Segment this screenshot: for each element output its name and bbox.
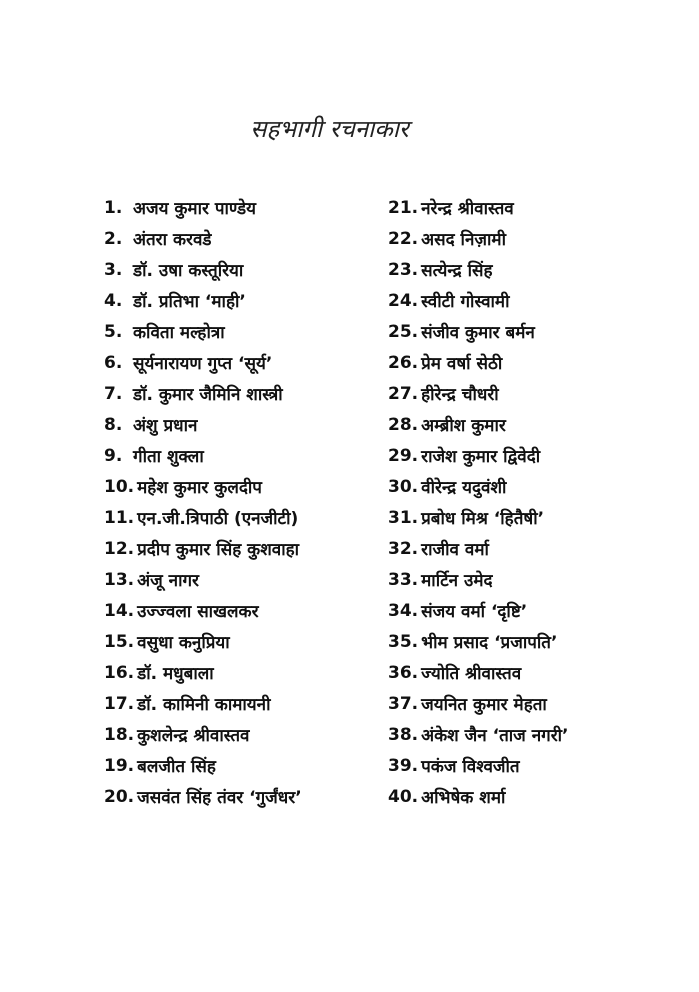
contributor-number: 25. xyxy=(388,321,419,342)
contributor-item xyxy=(104,440,374,471)
contributor-name: अभिषेक शर्मा xyxy=(421,788,506,808)
contributor-number: 15. xyxy=(104,631,135,652)
contributor-name: अंकेश जैन ‘ताज नगरी’ xyxy=(421,726,569,746)
contributor-number: 9. xyxy=(104,445,123,466)
contributor-item xyxy=(104,533,374,564)
contributor-number: 37. xyxy=(388,693,419,714)
contributor-item xyxy=(104,750,374,781)
contributor-number: 40. xyxy=(388,786,419,807)
contributor-name: राजेश कुमार द्विवेदी xyxy=(421,447,541,467)
contributor-number: 7. xyxy=(104,383,123,404)
contributor-number: 17. xyxy=(104,693,135,714)
contributor-name: अंजू नागर xyxy=(137,571,200,591)
contributor-name: डॉ. प्रतिभा ‘माही’ xyxy=(133,292,246,312)
contributor-number: 24. xyxy=(388,290,419,311)
contributors-right-column xyxy=(388,192,688,812)
contributor-name: नरेन्द्र श्रीवास्तव xyxy=(421,199,514,219)
contributor-number: 13. xyxy=(104,569,135,590)
contributor-name: महेश कुमार कुलदीप xyxy=(137,478,262,498)
contributor-name: सत्येन्द्र सिंह xyxy=(421,261,493,281)
contributor-item xyxy=(104,471,374,502)
contributors-left-column xyxy=(104,192,374,812)
contributor-number: 1. xyxy=(104,197,123,218)
contributor-item xyxy=(104,409,374,440)
contributor-number: 14. xyxy=(104,600,135,621)
contributor-name: वीरेन्द्र यदुवंशी xyxy=(421,478,507,498)
contributor-name: असद निज़ामी xyxy=(421,230,506,250)
contributor-number: 33. xyxy=(388,569,419,590)
contributor-number: 21. xyxy=(388,197,419,218)
contributor-number: 31. xyxy=(388,507,419,528)
contributor-item xyxy=(104,502,374,533)
contributor-name: अम्ब्रीश कुमार xyxy=(421,416,506,436)
contributor-number: 29. xyxy=(388,445,419,466)
contributor-item xyxy=(104,657,374,688)
contributor-number: 30. xyxy=(388,476,419,497)
contributor-item xyxy=(388,688,688,719)
contributor-item xyxy=(388,223,688,254)
contributor-name: कविता मल्होत्रा xyxy=(133,323,225,343)
contributor-number: 11. xyxy=(104,507,135,528)
contributor-name: ज्योति श्रीवास्तव xyxy=(421,664,522,684)
contributor-name: डॉ. कुमार जैमिनि शास्त्री xyxy=(133,385,283,405)
contributor-number: 22. xyxy=(388,228,419,249)
contributor-number: 8. xyxy=(104,414,123,435)
contributor-name: वसुधा कनुप्रिया xyxy=(137,633,230,653)
contributor-item xyxy=(388,719,688,750)
contributor-number: 18. xyxy=(104,724,135,745)
contributor-item xyxy=(104,223,374,254)
contributor-name: प्रेम वर्षा सेठी xyxy=(421,354,503,374)
contributor-name: मार्टिन उमेद xyxy=(421,571,493,591)
contributor-name: अंतरा करवडे xyxy=(133,230,212,250)
contributor-name: अजय कुमार पाण्डेय xyxy=(133,199,256,219)
contributor-name: डॉ. मधुबाला xyxy=(137,664,214,684)
contributor-item xyxy=(388,502,688,533)
contributor-name: हीरेन्द्र चौधरी xyxy=(421,385,499,405)
contributor-name: डॉ. उषा कस्तूरिया xyxy=(133,261,244,281)
contributor-number: 23. xyxy=(388,259,419,280)
contributor-item xyxy=(104,626,374,657)
contributor-item xyxy=(388,285,688,316)
contributor-item xyxy=(388,192,688,223)
contributor-item xyxy=(104,688,374,719)
contributor-number: 6. xyxy=(104,352,123,373)
contributor-name: सूर्यनारायण गुप्त ‘सूर्य’ xyxy=(133,354,273,374)
contributor-name: बलजीत सिंह xyxy=(137,757,216,777)
page-title: सहभागी रचनाकार xyxy=(250,115,409,143)
contributor-item xyxy=(388,347,688,378)
contributor-item xyxy=(388,440,688,471)
contributor-item xyxy=(388,564,688,595)
contributor-item xyxy=(104,564,374,595)
contributor-name: संजय वर्मा ‘दृष्टि’ xyxy=(421,602,528,622)
contributor-number: 16. xyxy=(104,662,135,683)
contributor-item xyxy=(388,750,688,781)
contributor-item xyxy=(104,719,374,750)
contributor-name: पकंज विश्वजीत xyxy=(421,757,520,777)
contributor-name: अंशु प्रधान xyxy=(133,416,198,436)
contributor-item xyxy=(388,254,688,285)
contributor-number: 20. xyxy=(104,786,135,807)
contributor-number: 36. xyxy=(388,662,419,683)
contributor-item xyxy=(388,316,688,347)
contributor-number: 26. xyxy=(388,352,419,373)
contributor-number: 3. xyxy=(104,259,123,280)
contributor-name: कुशलेन्द्र श्रीवास्तव xyxy=(137,726,250,746)
contributor-item xyxy=(104,378,374,409)
contributor-item xyxy=(388,595,688,626)
contributor-number: 5. xyxy=(104,321,123,342)
contributor-name: जयनित कुमार मेहता xyxy=(421,695,547,715)
contributor-item xyxy=(388,626,688,657)
contributor-number: 27. xyxy=(388,383,419,404)
contributor-name: स्वीटी गोस्वामी xyxy=(421,292,510,312)
contributor-item xyxy=(104,192,374,223)
contributor-item xyxy=(388,378,688,409)
contributor-name: गीता शुक्ला xyxy=(133,447,204,467)
contributor-number: 19. xyxy=(104,755,135,776)
contributor-name: प्रबोध मिश्र ‘हितैषी’ xyxy=(421,509,545,529)
contributor-item xyxy=(388,657,688,688)
contributor-name: भीम प्रसाद ‘प्रजापति’ xyxy=(421,633,558,653)
contributor-number: 35. xyxy=(388,631,419,652)
contributor-item xyxy=(388,409,688,440)
contributor-item xyxy=(388,781,688,812)
contributor-number: 4. xyxy=(104,290,123,311)
contributor-number: 32. xyxy=(388,538,419,559)
contributor-item xyxy=(104,595,374,626)
contributor-name: डॉ. कामिनी कामायनी xyxy=(137,695,271,715)
contributor-number: 28. xyxy=(388,414,419,435)
contributor-item xyxy=(388,533,688,564)
contributor-number: 34. xyxy=(388,600,419,621)
contributor-name: उज्ज्वला साखलकर xyxy=(137,602,259,622)
contributor-item xyxy=(104,347,374,378)
contributor-name: प्रदीप कुमार सिंह कुशवाहा xyxy=(137,540,300,560)
contributor-number: 39. xyxy=(388,755,419,776)
contributor-name: राजीव वर्मा xyxy=(421,540,489,560)
contributor-item xyxy=(388,471,688,502)
contributor-number: 2. xyxy=(104,228,123,249)
contributor-item xyxy=(104,285,374,316)
contributor-name: जसवंत सिंह तंवर ‘गुर्जंधर’ xyxy=(137,788,302,808)
contributor-number: 12. xyxy=(104,538,135,559)
contributor-number: 38. xyxy=(388,724,419,745)
contributor-item xyxy=(104,254,374,285)
contributor-name: संजीव कुमार बर्मन xyxy=(421,323,535,343)
contributor-item xyxy=(104,781,374,812)
contributor-name: एन.जी.त्रिपाठी (एनजीटी) xyxy=(137,509,299,529)
contributor-item xyxy=(104,316,374,347)
contributor-number: 10. xyxy=(104,476,135,497)
